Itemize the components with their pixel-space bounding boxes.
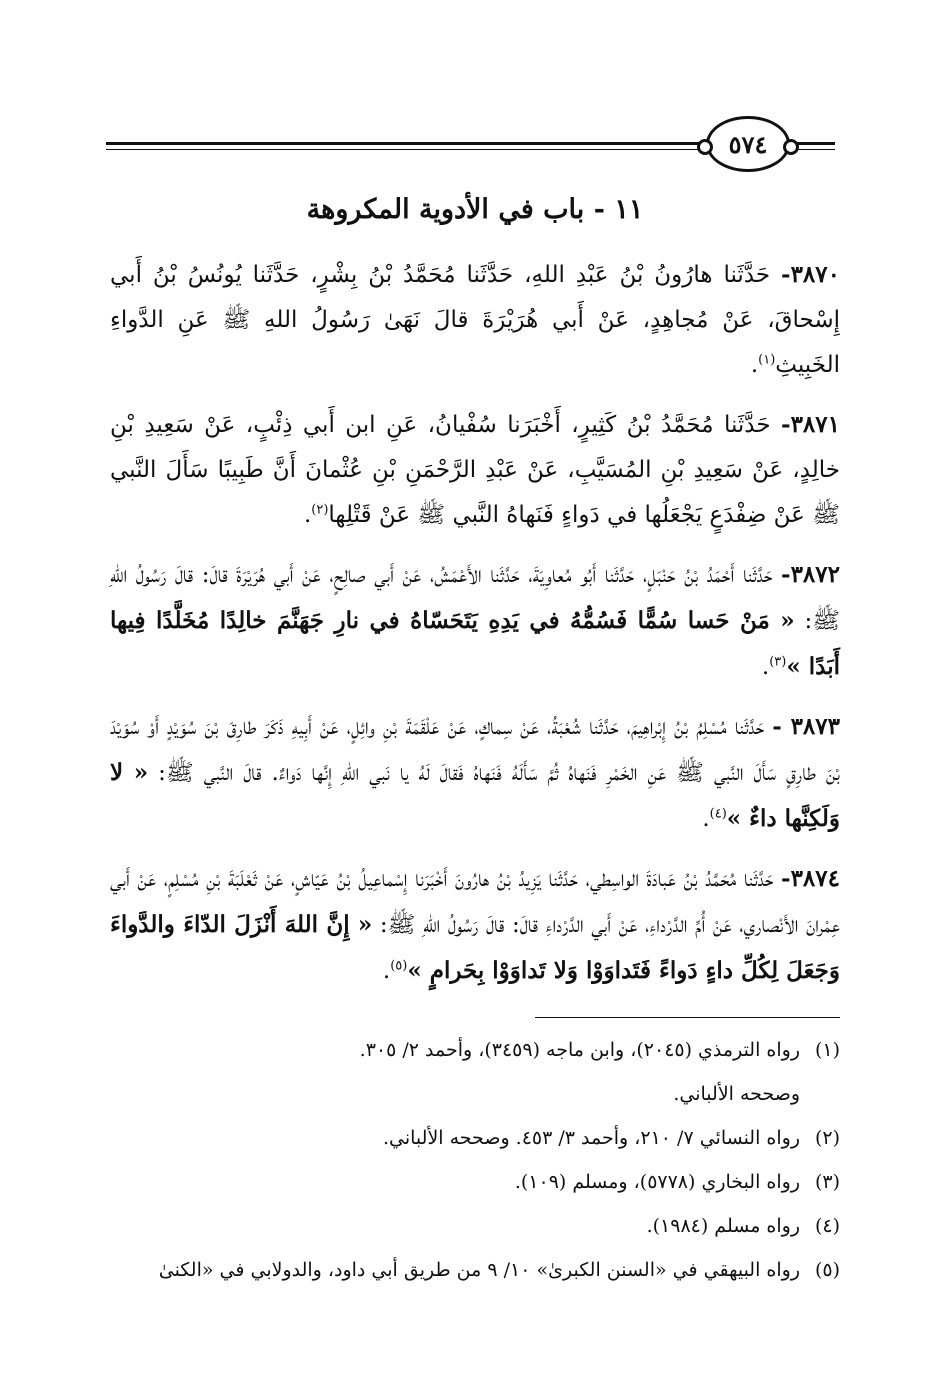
footnote-number: (٣): [814, 1171, 840, 1193]
header-rule: [106, 142, 706, 145]
footnote-ref[interactable]: (٣): [769, 654, 787, 670]
header-rule-thin: [106, 149, 706, 150]
chapter-title: ١١ - باب في الأدوية المكروهة: [306, 194, 644, 225]
hadith-number: ٣٨٧٠-: [781, 261, 840, 288]
footnote-number: (٤): [814, 1215, 840, 1237]
hadith-quote: « لا وَلَكِنَّها داءٌ »: [110, 759, 840, 832]
hadith-number: ٣٨٧٣ -: [772, 713, 840, 740]
hadith-list: [110, 252, 840, 1008]
footnote-3: [108, 1160, 840, 1204]
footnote-ref[interactable]: (٤): [709, 806, 727, 822]
footnote-ref[interactable]: (١): [758, 352, 776, 368]
hadith-3873: [110, 704, 840, 842]
hadith-end: .: [750, 352, 759, 378]
page-number: ٥٧٤: [706, 116, 790, 172]
hadith-text: حَدَّثَنا مُحَمَّدُ بْنُ عَبادَةَ الواسِطي، حَدَّثَنا يَزِيدُ بْنُ هارُونَ أَخْبَرَنا إِسْماعِيلُ بْنُ عَيّاشٍ، عَنْ ثَعْلَبَةَ بْنِ مُسْلِمٍ، عَنْ أَبي عِمْرانَ الأَنْصاري، عَنْ أُمِّ الدَّرْداءِ، عَنْ أَبي الدَّرْداءِ قالَ: قالَ رَسُولُ اللهِ ﷺ:: [110, 866, 840, 938]
hadith-quote: « مَنْ حَسا سُمًّا فَسُمُّهُ في يَدِهِ يَتَحَسّاهُ في نارِ جَهَنَّمَ خالِدًا مُخَلَّدًا فِيها أَبَدًا »: [110, 607, 840, 680]
footnote-5: [108, 1248, 840, 1292]
hadith-end: .: [702, 806, 710, 832]
hadith-text: حَدَّثَنا مُسْلِمُ بْنُ إِبْراهِيمَ، حَدَّثَنا شُعْبَةُ، عَنْ سِماكٍ، عَنْ عَلْقَمَةَ بْنِ وائِلٍ، عَنْ أَبِيهِ ذَكَرَ طارِقَ بْنَ سُوَيْدٍ أَوْ سُوَيْدَ بْنَ طارِقٍ سَأَلَ النَّبي ﷺ عَنِ الخَمْرِ فَنَهاهُ ثُمَّ سَأَلَهُ فَنَهاهُ فَقالَ لَهُ يا نَبي اللهِ إِنَّها دَواءٌ. قالَ النَّبي ﷺ:: [110, 714, 840, 786]
footnote-4: [108, 1204, 840, 1248]
hadith-end: .: [761, 654, 770, 680]
footnote-number: (٢): [814, 1127, 840, 1149]
footnote-divider: [535, 1017, 840, 1018]
hadith-number: ٣٨٧١-: [781, 411, 840, 438]
hadith-text: حَدَّثَنا هارُونُ بْنُ عَبْدِ اللهِ، حَدَّثَنا مُحَمَّدُ بْنُ بِشْرٍ، حَدَّثَنا يُونُسُ بْنُ أَبي إِسْحاقَ، عَنْ مُجاهِدٍ، عَنْ أَبي هُرَيْرَةَ قالَ نَهَىٰ رَسُولُ اللهِ ﷺ عَنِ الدَّواءِ الخَبِيثِ: [110, 262, 840, 378]
footnote-text: رواه مسلم (١٩٨٤).: [646, 1215, 800, 1237]
footnote-ref[interactable]: (٢): [311, 502, 329, 518]
footnote-text: رواه الترمذي (٢٠٤٥)، وابن ماجه (٣٤٥٩)، وأحمد ٢/ ٣٠٥.: [359, 1039, 800, 1061]
hadith-text: حَدَّثَنا أَحْمَدُ بْنُ حَنْبَلٍ، حَدَّثَنا أَبُو مُعاوِيَةَ، حَدَّثَنا الأَعْمَشُ، عَنْ أَبي صالِحٍ، عَنْ أَبي هُرَيْرَةَ قالَ: قالَ رَسُولُ اللهِ ﷺ:: [110, 562, 840, 634]
footnote-1: [108, 1028, 840, 1116]
hadith-number: ٣٨٧٤-: [781, 865, 840, 892]
footnote-2: [108, 1116, 840, 1160]
footnote-text: رواه البيهقي في «السنن الكبرىٰ» ١٠/ ٩ من طريق أبي داود، والدولابي في «الكنىٰ: [158, 1259, 800, 1281]
footnote-number: (١): [814, 1039, 840, 1061]
hadith-3871: [110, 402, 840, 538]
header-rule-tail-thin: [795, 149, 835, 150]
footnotes: [108, 1028, 840, 1292]
header-rule-tail: [795, 142, 835, 145]
footnote-number: (٥): [814, 1259, 840, 1281]
footnote-ref[interactable]: (٥): [390, 958, 408, 974]
footnote-text: رواه البخاري (٥٧٧٨)، ومسلم (١٠٩).: [514, 1171, 800, 1193]
hadith-3874: [110, 856, 840, 994]
hadith-end: .: [382, 958, 391, 984]
footnote-text-continued: وصححه الألباني.: [673, 1083, 800, 1105]
hadith-quote: « إِنَّ اللهَ أَنْزَلَ الدّاءَ والدَّواءَ وَجَعَلَ لِكُلِّ داءٍ دَواءً فَتَداوَوْا وَلا تَداوَوْا بِحَرامٍ »: [110, 911, 840, 984]
hadith-3870: [110, 252, 840, 388]
hadith-number: ٣٨٧٢-: [781, 561, 840, 588]
hadith-end: .: [303, 502, 312, 528]
footnote-text: رواه النسائي ٧/ ٢١٠، وأحمد ٣/ ٤٥٣. وصححه الألباني.: [382, 1127, 800, 1149]
hadith-text: حَدَّثَنا مُحَمَّدُ بْنُ كَثِيرٍ، أَخْبَرَنا سُفْيانُ، عَنِ ابن أَبي ذِئْبٍ، عَنْ سَعِيدِ بْنِ خالِدٍ، عَنْ سَعِيدِ بْنِ المُسَيَّبِ، عَنْ عَبْدِ الرَّحْمَنِ بْنِ عُثْمانَ أَنَّ طَبِيبًا سَأَلَ النَّبي ﷺ عَنْ ضِفْدَعٍ يَجْعَلُها في دَواءٍ فَنَهاهُ النَّبي ﷺ عَنْ قَتْلِها: [110, 412, 840, 528]
hadith-3872: [110, 552, 840, 690]
